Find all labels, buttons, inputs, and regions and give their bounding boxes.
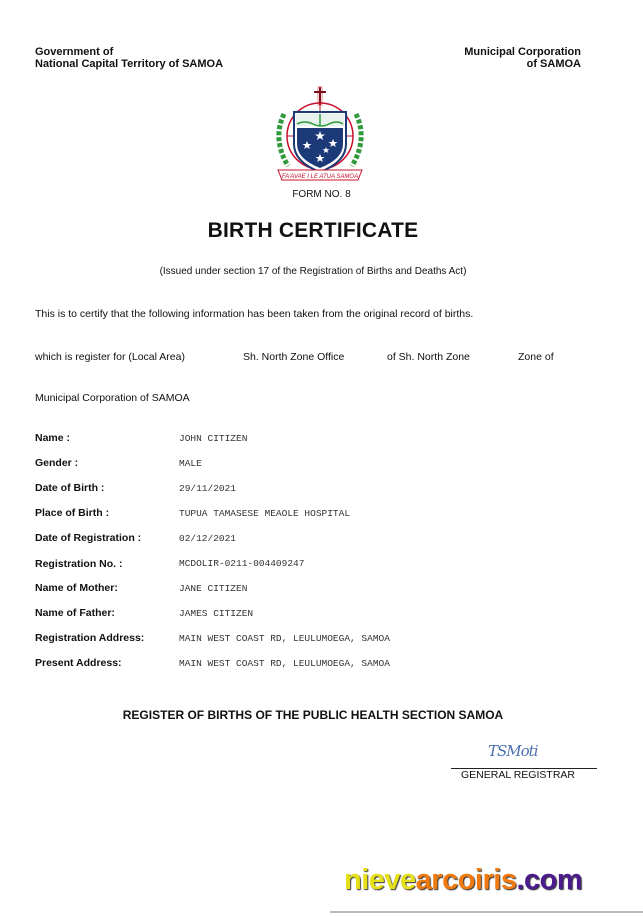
field-value-present-address: MAIN WEST COAST RD, LEULUMOEGA, SAMOA — [179, 658, 390, 669]
register-title: REGISTER OF BIRTHS OF THE PUBLIC HEALTH SECTION SAMOA — [122, 708, 504, 722]
field-value-registration-no: MCDOLIR-0211-004409247 — [179, 558, 305, 569]
issuer-right-line2: of SAMOA — [526, 58, 581, 70]
register-line-office: Sh. North Zone Office — [243, 351, 345, 363]
samoa-coat-of-arms-icon — [270, 84, 370, 184]
field-label-place-of-birth: Place of Birth : — [35, 507, 110, 519]
watermark — [344, 864, 582, 897]
issuer-left-line1: Government of — [35, 46, 114, 58]
registrar-label: GENERAL REGISTRAR — [461, 769, 575, 781]
field-value-place-of-birth: TUPUA TAMASESE MEAOLE HOSPITAL — [179, 508, 351, 519]
field-value-date-of-registration: 02/12/2021 — [179, 533, 237, 544]
field-label-gender: Gender : — [35, 457, 79, 469]
watermark-part3: .com — [516, 864, 583, 896]
field-label-mother: Name of Mother: — [35, 582, 118, 594]
issuer-left — [35, 46, 223, 70]
field-value-father: JAMES CITIZEN — [179, 608, 254, 619]
issuer-left-line2: National Capital Territory of SAMOA — [35, 58, 224, 70]
watermark-part1: nieve — [344, 864, 416, 896]
register-line-zone-of: Zone of — [518, 351, 554, 363]
registrar-signature: TSMoti — [488, 742, 538, 760]
emblem-motto: FA'AVAE I LE ATUA SAMOA — [281, 174, 359, 180]
field-label-present-address: Present Address: — [35, 657, 122, 669]
document-title: BIRTH CERTIFICATE — [207, 219, 419, 242]
field-value-name: JOHN CITIZEN — [179, 433, 248, 444]
field-value-date-of-birth: 29/11/2021 — [179, 483, 237, 494]
register-line-zone: of Sh. North Zone — [387, 351, 470, 363]
watermark-part2: arcoiris — [415, 864, 517, 896]
field-value-registration-address: MAIN WEST COAST RD, LEULUMOEGA, SAMOA — [179, 633, 390, 644]
watermark-underline — [330, 911, 643, 913]
field-label-date-of-birth: Date of Birth : — [35, 482, 105, 494]
field-label-registration-address: Registration Address: — [35, 632, 145, 644]
issuer-right — [464, 46, 581, 70]
register-line-local-area: which is register for (Local Area) — [35, 351, 185, 363]
field-label-registration-no: Registration No. : — [35, 558, 123, 570]
issuer-right-line1: Municipal Corporation — [464, 46, 581, 58]
field-value-gender: MALE — [179, 458, 202, 469]
field-value-mother: JANE CITIZEN — [179, 583, 248, 594]
field-label-father: Name of Father: — [35, 607, 115, 619]
municipal-line: Municipal Corporation of SAMOA — [35, 392, 190, 404]
field-label-date-of-registration: Date of Registration : — [35, 532, 142, 544]
form-number: FORM NO. 8 — [292, 189, 351, 200]
document-subtitle: (Issued under section 17 of the Registration of Births and Deaths Act) — [159, 266, 467, 277]
certify-statement: This is to certify that the following information has been taken from the original record of births. — [35, 308, 474, 320]
field-label-name: Name : — [35, 432, 71, 444]
